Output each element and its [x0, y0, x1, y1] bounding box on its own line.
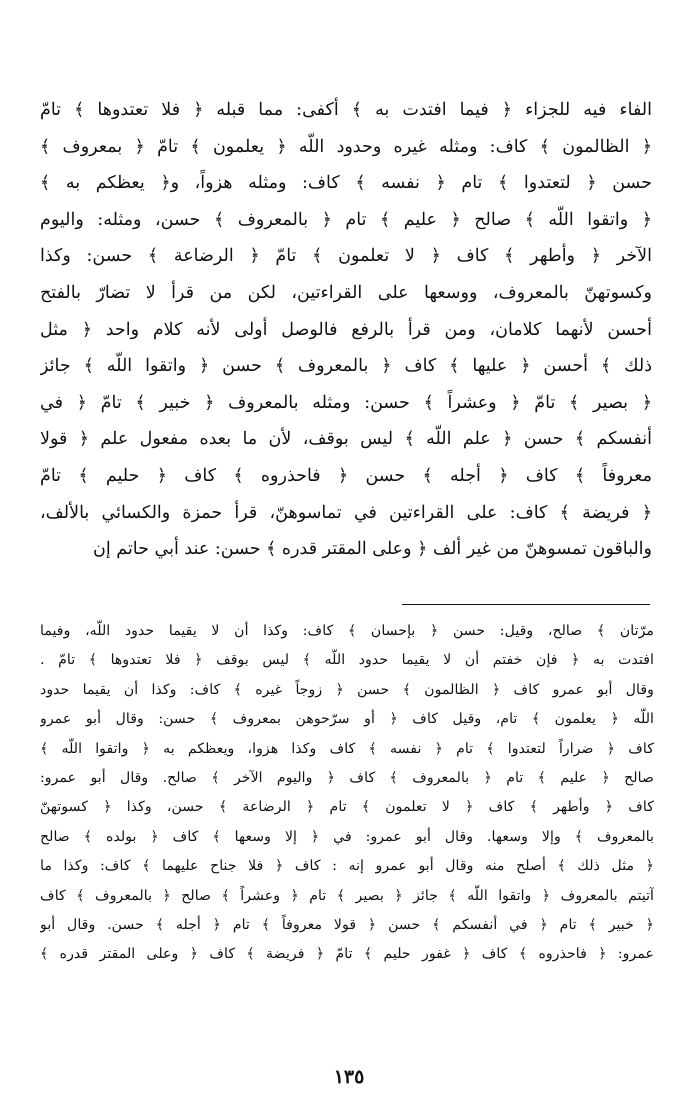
- footnote-line: وقال أبو عمرو كاف ﴿ الظالمون ﴾ حسن ﴿ زوجاً غيره ﴾ كاف: وكذا أن يقيما حدود: [40, 681, 654, 698]
- footnote-line: بالمعروف ﴾ وإلا وسعها. وقال أبو عمرو: في ﴿ إلا وسعها ﴾ كاف ﴿ بولده ﴾ صالح: [40, 828, 654, 845]
- main-text: [40, 92, 652, 568]
- main-text-line: وكسوتهنّ بالمعروف، ووسعها على القراءتين، لكن من قرأ لا تضارّ بالفتح: [40, 282, 652, 303]
- footnote-line: اللّه ﴿ يعلمون ﴾ تام، وقيل كاف ﴿ أو سرّحوهن بمعروف ﴾ حسن: وقال أبو عمرو: [40, 711, 654, 728]
- main-text-line: والباقون تمسوهنّ من غير ألف ﴿ وعلى المقتر قدره ﴾ حسن: عند أبي حاتم إن: [93, 539, 652, 560]
- main-text-line: معروفاً ﴾ كاف ﴿ أجله ﴾ حسن ﴿ فاحذروه ﴾ كاف ﴿ حليم ﴾ تامّ: [40, 465, 652, 486]
- footnote-line: افتدت به ﴿ فإن خفتم أن لا يقيما حدود اللّه ﴾ ليس بوقف ﴿ فلا تعتدوها ﴾ تامّ .: [40, 652, 654, 669]
- footnote-line: كاف ﴿ وأطهر ﴾ كاف ﴿ لا تعلمون ﴾ تام ﴿ الرضاعة ﴾ حسن، وكذا ﴿ كسوتهنّ: [40, 799, 654, 816]
- footnote-line: كاف ﴿ ضراراً لتعتدوا ﴾ تام ﴿ نفسه ﴾ كاف وكذا هزوا، ويعظكم به ﴿ واتقوا اللّه ﴾: [40, 740, 654, 757]
- footnote-divider: [402, 604, 650, 605]
- main-text-line: ﴿ واتقوا اللّه ﴾ صالح ﴿ عليم ﴾ تام ﴿ بالمعروف ﴾ حسن، ومثله: واليوم: [40, 209, 652, 230]
- footnotes: [40, 617, 654, 970]
- main-text-line: أنفسكم ﴾ حسن ﴿ علم اللّه ﴾ ليس بوقف، لأن ما بعده مفعول علم ﴿ قولا: [40, 429, 652, 450]
- footnote-line: ﴿ مثل ذلك ﴾ أصلح منه وقال أبو عمرو إنه : كاف ﴿ فلا جناح عليهما ﴾ كاف: وكذا ما: [40, 858, 654, 875]
- footnote-line: صالح ﴿ عليم ﴾ تام ﴿ بالمعروف ﴾ كاف ﴿ واليوم الآخر ﴾ صالح. وقال أبو عمرو:: [40, 770, 654, 787]
- footnote-line: ﴿ خبير ﴾ تام ﴿ في أنفسكم ﴾ حسن ﴿ قولا معروفاً ﴾ تام ﴿ أجله ﴾ حسن. وقال أبو: [40, 917, 654, 934]
- page-number: ١٣٥: [333, 1066, 365, 1088]
- footnote-line: عمرو: ﴿ فاحذروه ﴾ كاف ﴿ غفور حليم ﴾ تامّ ﴿ فريضة ﴾ كاف ﴿ وعلى المقتر قدره ﴾: [40, 946, 654, 963]
- main-text-line: حسن ﴿ لتعتدوا ﴾ تام ﴿ نفسه ﴾ كاف: ومثله هزواً، و﴿ يعظكم به ﴾: [40, 173, 652, 194]
- main-text-line: أحسن لأنهما كلامان، ومن قرأ بالرفع فالوصل أولى لأنه كلام واحد ﴿ مثل: [40, 319, 652, 340]
- main-text-line: ﴿ فريضة ﴾ كاف: على القراءتين في تماسوهنّ، قرأ حمزة والكسائي بالألف،: [40, 502, 652, 523]
- main-text-line: الآخر ﴿ وأطهر ﴾ كاف ﴿ لا تعلمون ﴾ تامّ ﴿ الرضاعة ﴾ حسن: وكذا: [40, 246, 652, 267]
- main-text-line: ﴿ بصير ﴾ تامّ ﴿ وعشراً ﴾ حسن: ومثله بالمعروف ﴿ خبير ﴾ تامّ ﴿ في: [40, 392, 652, 413]
- main-text-line: ذلك ﴾ أحسن ﴿ عليها ﴾ كاف ﴿ بالمعروف ﴾ حسن ﴿ واتقوا اللّه ﴾ جائز: [40, 356, 652, 377]
- footnote-line: مرّتان ﴾ صالح، وقيل: حسن ﴿ بإحسان ﴾ كاف: وكذا أن لا يقيما حدود اللّه، وفيما: [40, 623, 654, 639]
- main-text-line: الفاء فيه للجزاء ﴿ فيما افتدت به ﴾ أكفى: مما قبله ﴿ فلا تعتدوها ﴾ تامّ: [40, 100, 652, 120]
- main-text-line: ﴿ الظالمون ﴾ كاف: ومثله غيره وحدود اللّه ﴿ يعلمون ﴾ تامّ ﴿ بمعروف ﴾: [40, 136, 652, 157]
- footnote-line: آتيتم بالمعروف ﴿ واتقوا اللّه ﴾ جائز ﴿ بصير ﴾ تام ﴿ وعشراً ﴾ صالح ﴿ بالمعروف ﴾ كاف: [40, 887, 654, 904]
